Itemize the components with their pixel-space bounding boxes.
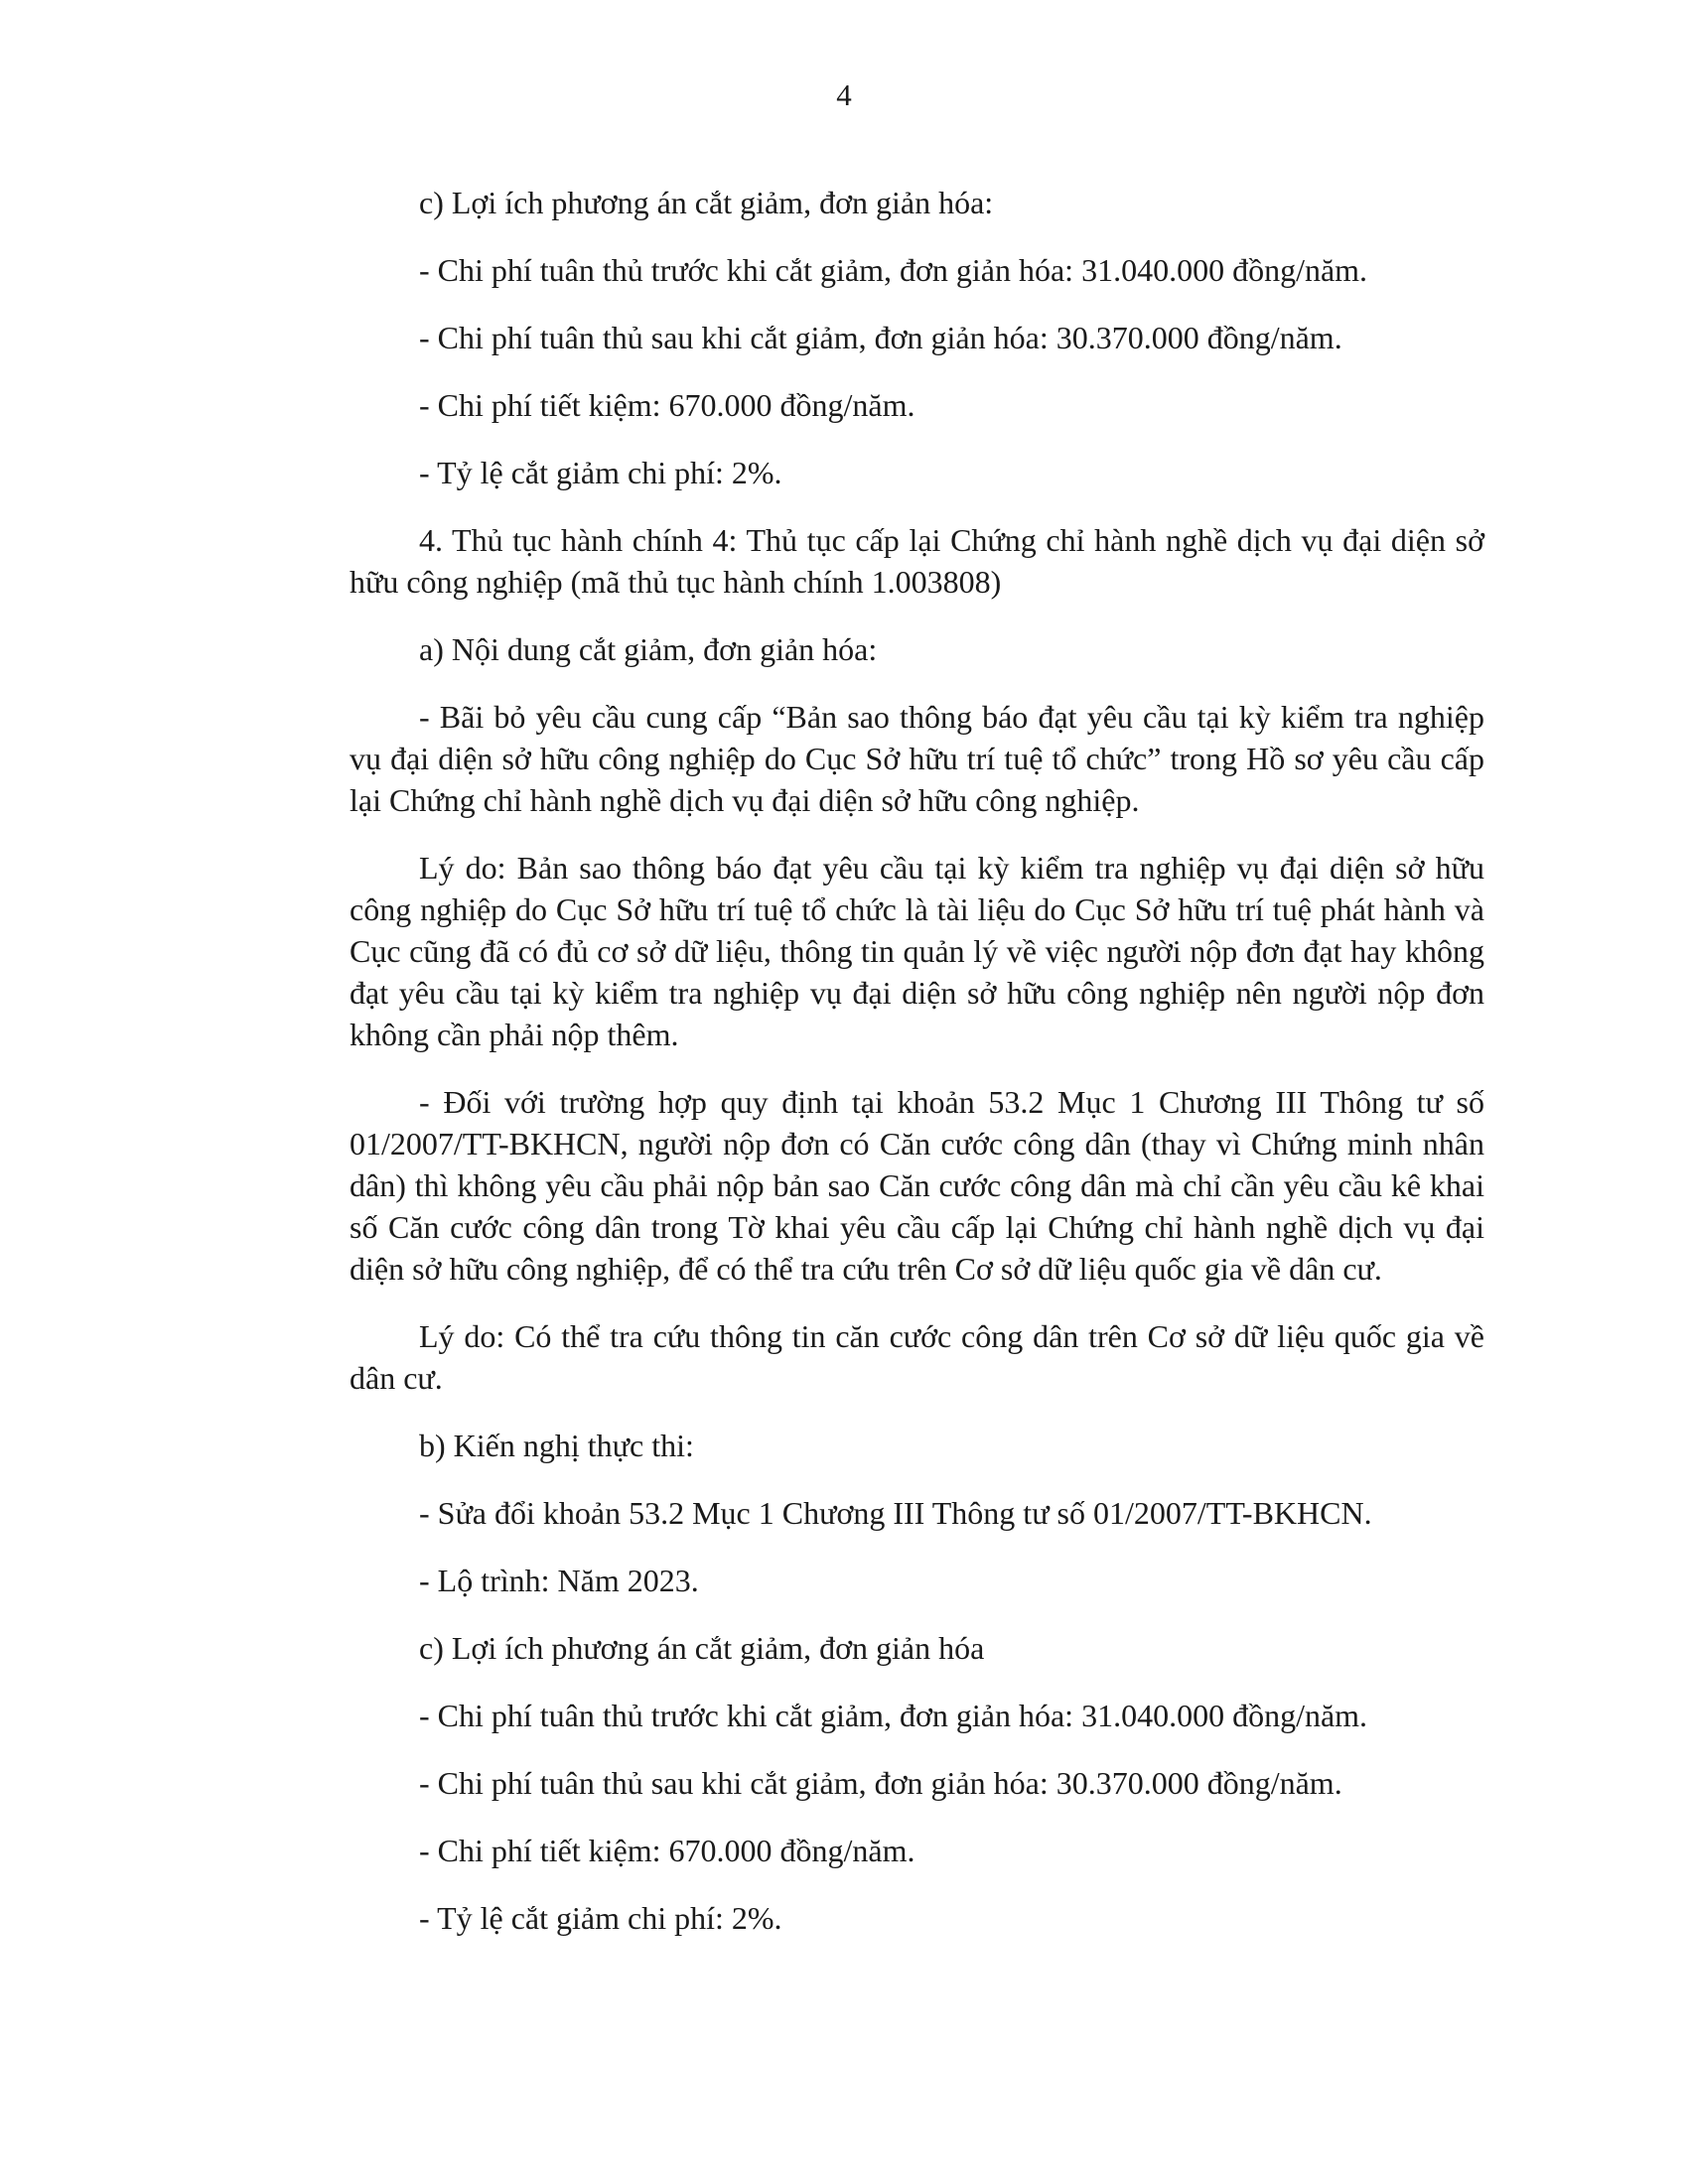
roadmap-item: - Lộ trình: Năm 2023. — [419, 1563, 699, 1598]
cost-saving-item: - Chi phí tiết kiệm: 670.000 đồng/năm. — [419, 387, 915, 423]
cost-after-item-2: - Chi phí tuân thủ sau khi cắt giảm, đơn giản hóa: 30.370.000 đồng/năm. — [419, 1765, 1342, 1801]
cost-before-item: - Chi phí tuân thủ trước khi cắt giảm, đơn giản hóa: 31.040.000 đồng/năm. — [419, 252, 1368, 288]
cost-reduction-rate-item: - Tỷ lệ cắt giảm chi phí: 2%. — [419, 455, 782, 490]
amend-circular-item: - Sửa đổi khoản 53.2 Mục 1 Chương III Thông tư số 01/2007/TT-BKHCN. — [419, 1495, 1372, 1531]
cost-after-item: - Chi phí tuân thủ sau khi cắt giảm, đơn giản hóa: 30.370.000 đồng/năm. — [419, 320, 1342, 355]
reason-paragraph-2: Lý do: Có thể tra cứu thông tin căn cước công dân trên Cơ sở dữ liệu quốc gia về dân cư. — [350, 1318, 1484, 1396]
cost-before-item-2: - Chi phí tuân thủ trước khi cắt giảm, đơn giản hóa: 31.040.000 đồng/năm. — [419, 1698, 1368, 1733]
reason-paragraph-1: Lý do: Bản sao thông báo đạt yêu cầu tại kỳ kiểm tra nghiệp vụ đại diện sở hữu công nghiệp do Cục Sở hữu trí tuệ tổ chức là tài liệu do Cục Sở hữu trí tuệ phát hành và Cục cũng đã có đủ cơ sở dữ liệu, thông tin quản lý về việc người nộp đơn đạt hay không đạt yêu cầu tại kỳ kiểm tra nghiệp vụ đại diện sở hữu công nghiệp nên người nộp đơn không cần phải nộp thêm. — [350, 850, 1484, 1052]
abolish-requirement-paragraph: - Bãi bỏ yêu cầu cung cấp “Bản sao thông báo đạt yêu cầu tại kỳ kiểm tra nghiệp vụ đại diện sở hữu công nghiệp do Cục Sở hữu trí tuệ tổ chức” trong Hồ sơ yêu cầu cấp lại Chứng chỉ hành nghề dịch vụ đại diện sở hữu công nghiệp. — [350, 699, 1484, 818]
section-c-heading-2: c) Lợi ích phương án cắt giảm, đơn giản hóa — [419, 1630, 985, 1666]
page-number: 4 — [836, 77, 852, 112]
section-c-heading: c) Lợi ích phương án cắt giảm, đơn giản hóa: — [419, 185, 994, 220]
cost-reduction-rate-item-2: - Tỷ lệ cắt giảm chi phí: 2%. — [419, 1900, 782, 1936]
cost-saving-item-2: - Chi phí tiết kiệm: 670.000 đồng/năm. — [419, 1833, 915, 1868]
document-body — [350, 182, 1484, 1965]
section-b-heading: b) Kiến nghị thực thi: — [419, 1428, 694, 1463]
citizen-id-paragraph: - Đối với trường hợp quy định tại khoản 53.2 Mục 1 Chương III Thông tư số 01/2007/TT-BKHCN, người nộp đơn có Căn cước công dân (thay vì Chứng minh nhân dân) thì không yêu cầu phải nộp bản sao Căn cước công dân mà chỉ cần yêu cầu kê khai số Căn cước công dân trong Tờ khai yêu cầu cấp lại Chứng chỉ hành nghề dịch vụ đại diện sở hữu công nghiệp, để có thể tra cứu trên Cơ sở dữ liệu quốc gia về dân cư. — [350, 1084, 1484, 1287]
procedure-4-heading: 4. Thủ tục hành chính 4: Thủ tục cấp lại Chứng chỉ hành nghề dịch vụ đại diện sở hữu công nghiệp (mã thủ tục hành chính 1.003808) — [350, 522, 1484, 600]
section-a-heading: a) Nội dung cắt giảm, đơn giản hóa: — [419, 631, 878, 667]
